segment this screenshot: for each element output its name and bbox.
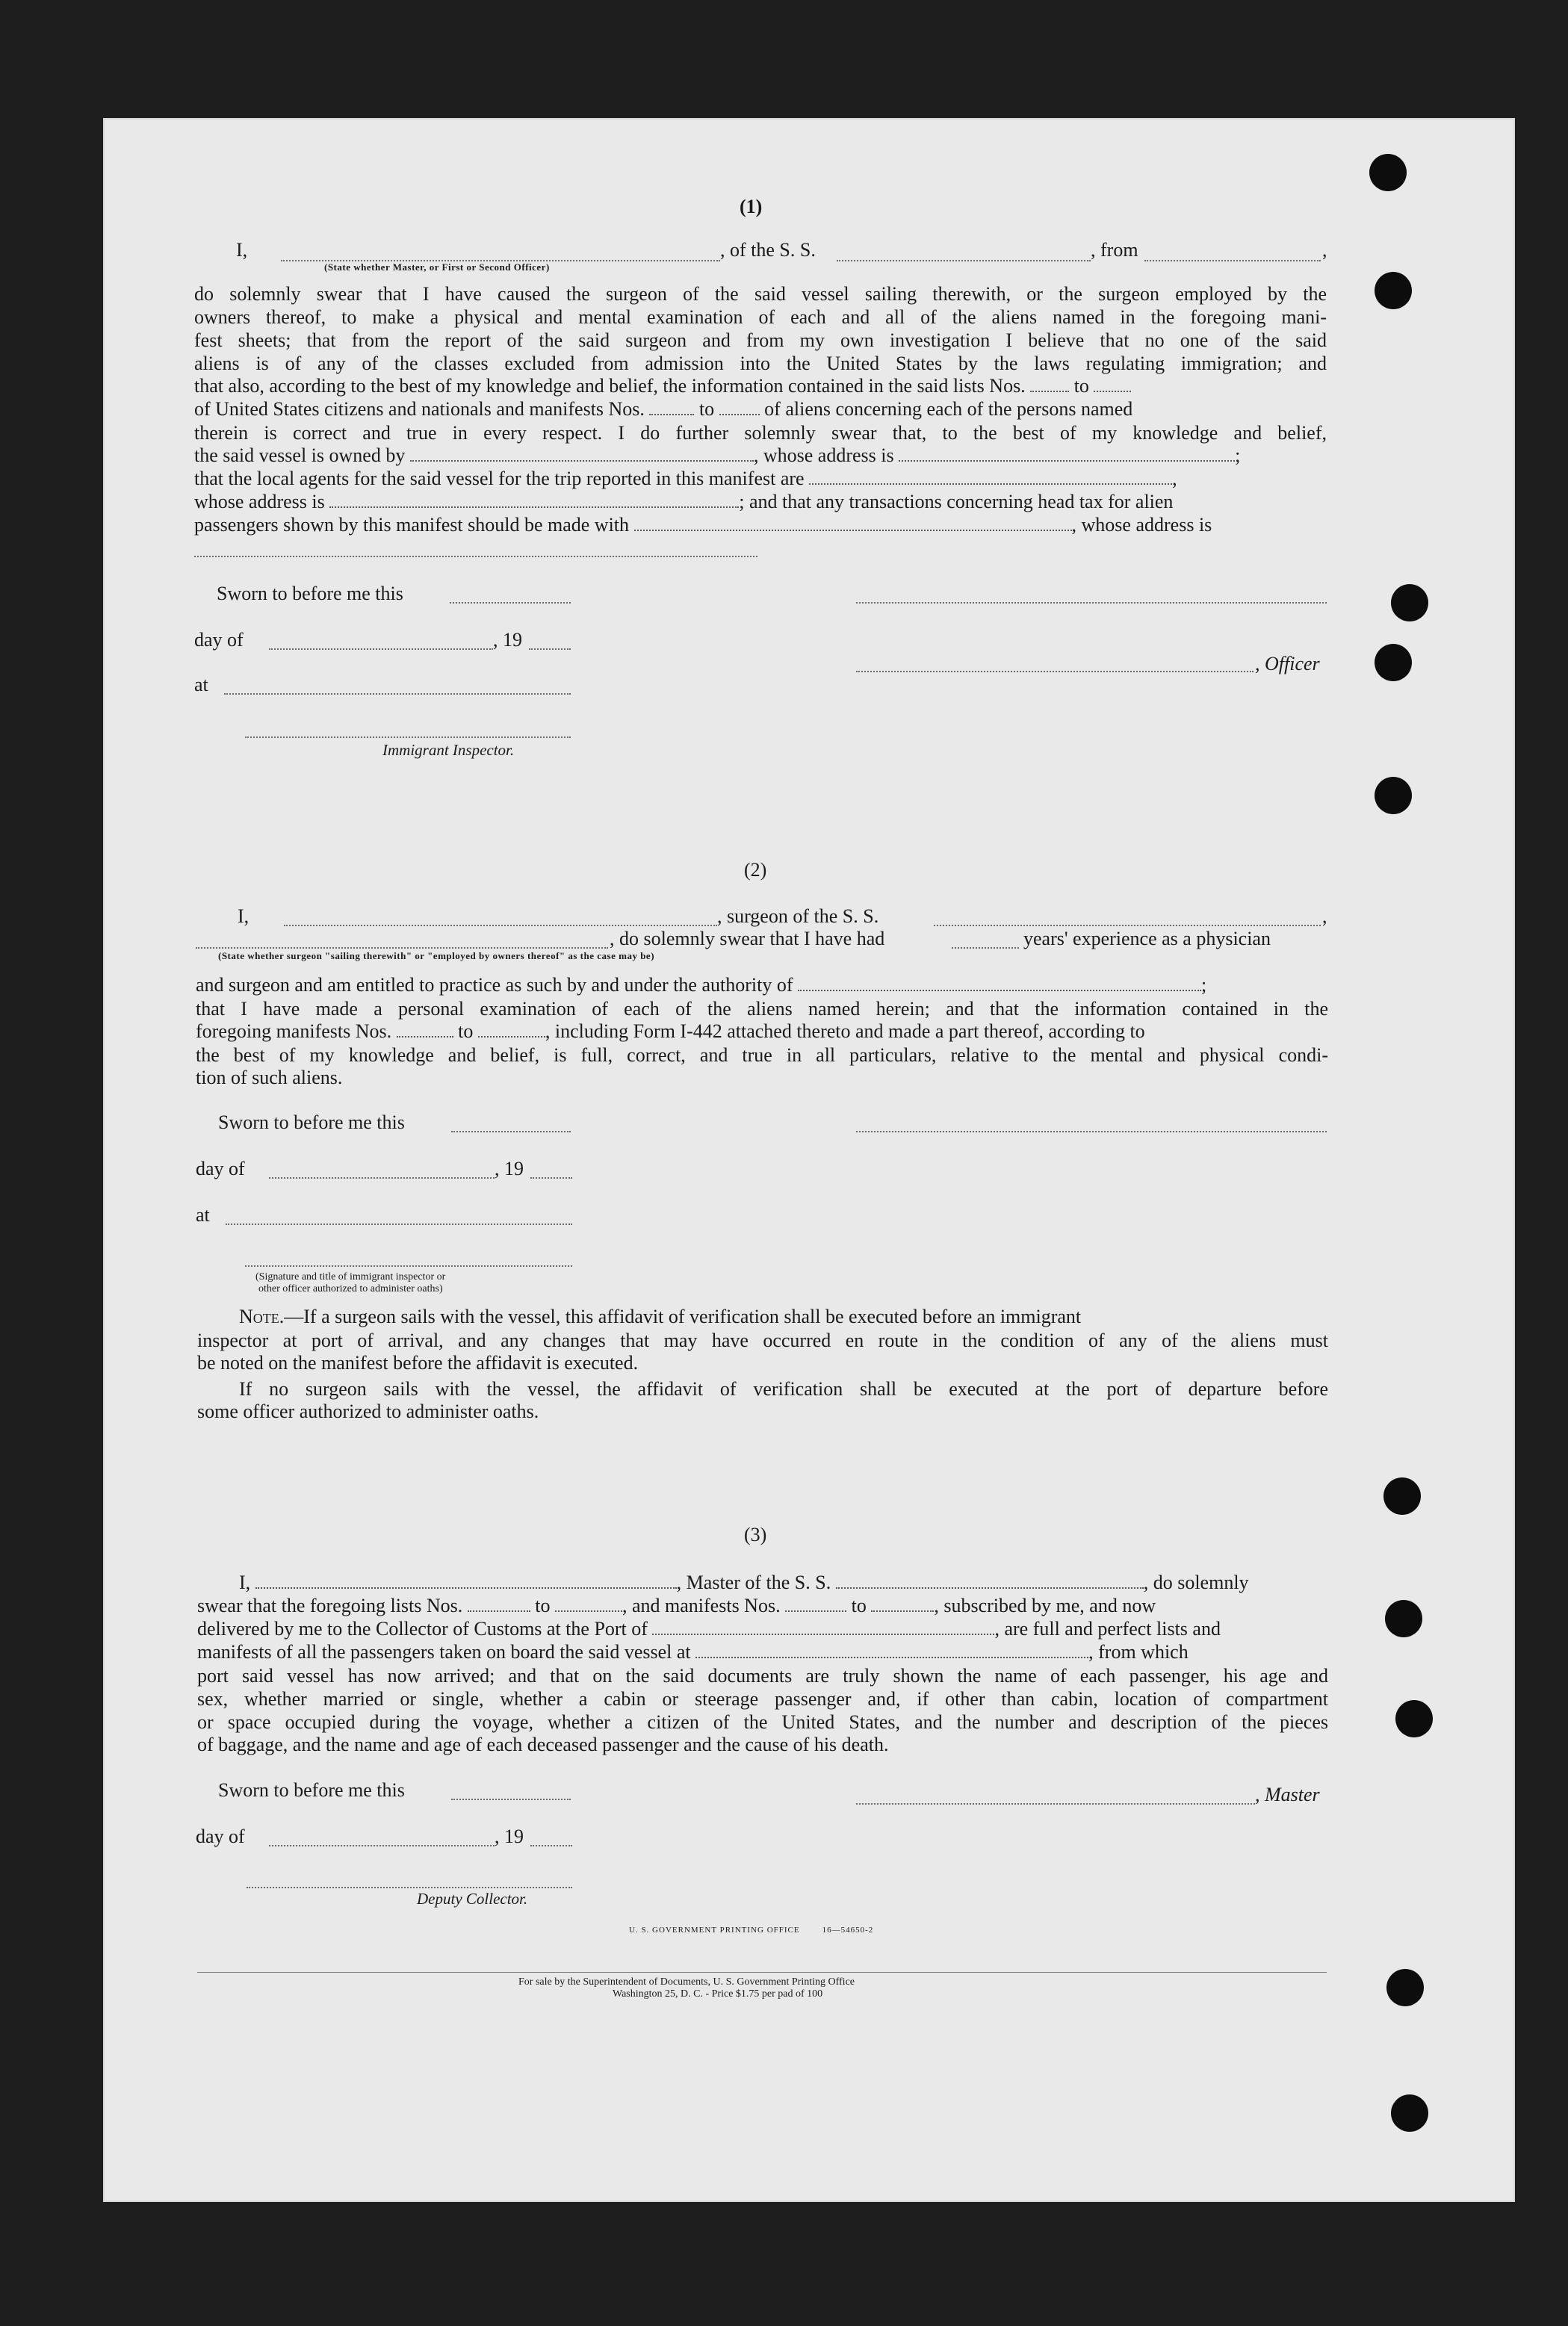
s1-caption: (State whether Master, or First or Second Officer) — [324, 261, 550, 273]
s2-note-2 — [239, 1377, 1328, 1401]
punch-hole — [1386, 1969, 1424, 2006]
s3-master-name-field[interactable] — [255, 1587, 677, 1589]
s2-sig-caption-2: other officer authorized to administer oaths) — [258, 1283, 443, 1294]
s1-head-tax-line — [194, 514, 1212, 536]
paragraph-line: therein is correct and true in every respect. I do further solemnly swear that, to the best of my knowledge and belief, — [194, 422, 1327, 444]
paragraph-line: the best of my knowledge and belief, is full, correct, and true in all particulars, relative to the mental and physical condi- — [196, 1044, 1328, 1066]
paragraph-line: sex, whether married or single, whether a cabin or steerage passenger and, if other than cabin, location of compartment — [197, 1688, 1328, 1710]
s2-paragraph-end — [196, 1043, 1328, 1067]
to-label: to — [458, 1020, 474, 1042]
s2-sworn-label: Sworn to before me this — [218, 1111, 405, 1133]
s1-agent-address-line — [194, 491, 1173, 513]
s3-year-label: , 19 — [495, 1826, 524, 1847]
s3-collector-label: Deputy Collector. — [417, 1890, 528, 1908]
owner-address-field[interactable] — [899, 459, 1235, 462]
punch-hole — [1391, 584, 1428, 621]
whose-address-is-text: , whose address is — [1071, 514, 1212, 536]
semicolon: ; — [1201, 974, 1207, 996]
s1-from-label: , from — [1091, 239, 1138, 261]
paragraph-line: tion of such aliens. — [196, 1067, 343, 1088]
paragraph-line: foregoing manifests Nos. — [196, 1020, 392, 1042]
to-label: to — [698, 398, 715, 420]
s2-year-field[interactable] — [530, 1177, 572, 1179]
paragraph-line: port said vessel has now arrived; and that on the said documents are truly shown the name of each passenger, his age and — [197, 1665, 1328, 1687]
to-label: to — [851, 1595, 867, 1616]
paragraph-line: or space occupied during the voyage, whether a citizen of the United States, and the number and description of the pieces — [197, 1711, 1328, 1733]
s1-year-label: , 19 — [493, 629, 522, 651]
s2-place-field[interactable] — [226, 1224, 572, 1225]
s2-manifests-from-field[interactable] — [397, 1035, 453, 1038]
s3-line-2 — [197, 1595, 1156, 1617]
s2-surgeon-type-field[interactable] — [196, 947, 608, 949]
section-1-number: (1) — [740, 196, 763, 217]
s1-agents-line — [194, 468, 1177, 490]
punch-hole — [1369, 154, 1407, 191]
s1-at-label: at — [194, 674, 208, 695]
punch-hole — [1375, 272, 1412, 309]
s3-lists-from-field[interactable] — [468, 1610, 530, 1612]
s2-surgeon-of-label: , surgeon of the S. S. — [717, 905, 879, 927]
manifests-from-field[interactable] — [649, 413, 694, 415]
punch-hole — [1383, 1477, 1421, 1515]
s2-paragraph — [196, 997, 1328, 1020]
paragraph-line: of baggage, and the name and age of each deceased passenger and the cause of his death. — [197, 1734, 889, 1755]
s1-inspector-signature-field[interactable] — [245, 736, 571, 738]
vessel-name-field[interactable] — [837, 260, 1091, 261]
owner-field[interactable] — [410, 459, 754, 462]
note-line: —If a surgeon sails with the vessel, this affidavit of verification shall be executed before an immigrant — [284, 1306, 1082, 1327]
to-label: to — [1073, 375, 1089, 397]
lists-from-field[interactable] — [1030, 390, 1069, 392]
s3-master-signature-field[interactable] — [856, 1803, 1255, 1805]
s2-caption: (State whether surgeon "sailing therewith" or "employed by owners thereof" as the case may be) — [218, 950, 655, 961]
paragraph-line: passengers shown by this manifest should be made with — [194, 514, 630, 536]
s3-month-field[interactable] — [269, 1845, 495, 1846]
s1-day-of-label: day of — [194, 629, 244, 651]
s3-lists-to-field[interactable] — [555, 1610, 622, 1612]
paragraph-line: , are full and perfect lists and — [994, 1618, 1221, 1640]
note-line: inspector at port of arrival, and any changes that may have occurred en route in the condition of any of the aliens must — [197, 1330, 1328, 1351]
punch-hole — [1375, 777, 1412, 814]
gpo-imprint: U. S. GOVERNMENT PRINTING OFFICE 16—54650-2 — [629, 1926, 874, 1935]
punch-hole — [1395, 1700, 1433, 1737]
agent-address-field[interactable] — [329, 506, 739, 508]
s3-vessel-field[interactable] — [836, 1587, 1144, 1589]
s2-vessel-field[interactable] — [934, 925, 1321, 926]
s1-inspector-label: Immigrant Inspector. — [382, 741, 515, 759]
head-tax-address-field[interactable] — [194, 556, 757, 557]
comma: , — [1172, 468, 1177, 489]
punch-hole — [1375, 644, 1412, 681]
note-line: If no surgeon sails with the vessel, the affidavit of verification shall be executed at the port of departure before — [239, 1378, 1328, 1400]
paragraph-line: that the local agents for the said vessel for the trip reported in this manifest are — [194, 468, 805, 489]
s1-i-label: I, — [236, 239, 248, 261]
s3-departure-port-field[interactable] — [695, 1656, 1088, 1658]
local-agents-field[interactable] — [809, 483, 1172, 485]
paragraph-line: delivered by me to the Collector of Customs at the Port of — [197, 1618, 648, 1640]
s1-end-comma: , — [1322, 239, 1327, 261]
s2-inspector-signature-field[interactable] — [245, 1265, 572, 1267]
s3-line-4 — [197, 1641, 1189, 1663]
s2-day-of-label: day of — [196, 1158, 245, 1179]
head-tax-text: ; and that any transactions concerning head tax for alien — [739, 491, 1174, 512]
paragraph-line: owners thereof, to make a physical and mental examination of each and all of the aliens named in the foregoing mani- — [194, 306, 1327, 328]
paragraph-line: the said vessel is owned by — [194, 444, 406, 466]
s2-surgeon-signature-field[interactable] — [856, 1131, 1327, 1132]
paragraph-line: swear that the foregoing lists Nos. — [197, 1595, 463, 1616]
s3-sworn-label: Sworn to before me this — [218, 1779, 405, 1801]
s1-sworn-label: Sworn to before me this — [217, 583, 403, 604]
s3-master-label: , Master — [1255, 1784, 1320, 1805]
s3-day-of-label: day of — [196, 1826, 245, 1847]
s3-i-label: I, — [239, 1572, 251, 1593]
punch-hole — [1385, 1600, 1422, 1637]
s1-year-field[interactable] — [529, 648, 571, 650]
s1-master-signature-field[interactable] — [856, 602, 1327, 604]
s3-manifests-to-field[interactable] — [871, 1610, 934, 1612]
paragraph-line: that also, according to the best of my knowledge and belief, the information contained in the said lists Nos. — [194, 375, 1026, 397]
s2-authority-field[interactable] — [798, 989, 1201, 991]
note-label: Note. — [239, 1306, 285, 1327]
s2-i-label: I, — [238, 905, 250, 927]
s2-manifests-line — [196, 1020, 1145, 1043]
s2-years-label: years' experience as a physician — [1023, 928, 1271, 949]
head-tax-agent-field[interactable] — [634, 529, 1072, 531]
note-line: be noted on the manifest before the affidavit is executed. — [197, 1352, 639, 1374]
lists-to-field[interactable] — [1094, 390, 1131, 392]
s3-line-3 — [197, 1618, 1221, 1640]
paragraph-line: do solemnly swear that I have caused the surgeon of the said vessel sailing therewith, or the surgeon employed by the — [194, 283, 1327, 305]
s2-year-label: , 19 — [495, 1158, 524, 1179]
paragraph-line: of United States citizens and nationals and manifests Nos. — [194, 398, 645, 420]
s3-master-of-label: , Master of the S. S. — [676, 1572, 831, 1593]
s3-solemnly-label: , do solemnly — [1143, 1572, 1249, 1593]
s2-surgeon-name-field[interactable] — [284, 925, 717, 926]
sale-line-2: Washington 25, D. C. - Price $1.75 per pad of 100 — [613, 1988, 823, 2000]
s1-owner-line — [194, 444, 1240, 467]
paragraph-line: and surgeon and am entitled to practice as such by and under the authority of — [196, 974, 793, 996]
s3-sworn-date-field[interactable] — [451, 1799, 571, 1800]
paragraph-line: that I have made a personal examination of each of the aliens named herein; and that the information contained in the — [196, 998, 1328, 1020]
s1-officer-signature-field[interactable] — [856, 671, 1254, 672]
paragraph-line: , subscribed by me, and now — [934, 1595, 1156, 1616]
manifests-to-field[interactable] — [719, 413, 760, 415]
to-label: to — [535, 1595, 551, 1616]
paragraph-line: fest sheets; that from the report of the said surgeon and from my own investigation I believe that no one of the said — [194, 329, 1327, 351]
s2-at-label: at — [196, 1204, 210, 1226]
s1-of-ss-label: , of the S. S. — [720, 239, 816, 261]
s1-month-field[interactable] — [269, 648, 493, 650]
s3-paragraph — [197, 1664, 1328, 1734]
s2-month-field[interactable] — [269, 1177, 495, 1179]
s2-note — [197, 1329, 1328, 1352]
footer-divider — [197, 1972, 1327, 1973]
paragraph-line: , from which — [1088, 1641, 1189, 1663]
s3-line-1 — [239, 1572, 1249, 1594]
s2-sig-caption-1: (Signature and title of immigrant inspector or — [255, 1271, 446, 1283]
s2-years-field[interactable] — [952, 947, 1019, 949]
s3-collector-signature-field[interactable] — [247, 1887, 572, 1888]
s3-year-field[interactable] — [530, 1845, 572, 1846]
from-port-field[interactable] — [1144, 260, 1321, 261]
s1-officer-label: , Officer — [1255, 653, 1320, 674]
s3-manifests-from-field[interactable] — [785, 1610, 846, 1612]
semicolon: ; — [1235, 444, 1241, 466]
s1-place-field[interactable] — [224, 693, 571, 695]
s3-port-field[interactable] — [652, 1633, 994, 1635]
s2-manifests-to-field[interactable] — [478, 1035, 545, 1038]
paragraph-line: aliens is of any of the classes excluded from admission into the United States by the laws regulating immigration; and — [194, 353, 1327, 374]
paragraph-line: manifests of all the passengers taken on board the said vessel at — [197, 1641, 691, 1663]
s1-lists-line — [194, 375, 1131, 397]
s2-end-comma: , — [1322, 905, 1327, 927]
sale-line-1: For sale by the Superintendent of Documents, U. S. Government Printing Office — [518, 1976, 855, 1988]
s2-sworn-date-field[interactable] — [451, 1131, 571, 1132]
punch-hole — [1391, 2094, 1428, 2132]
paragraph-line: , and manifests Nos. — [622, 1595, 781, 1616]
paragraph-line: , including Form I-442 attached thereto and made a part thereof, according to — [545, 1020, 1145, 1042]
s2-authority-line — [196, 974, 1206, 996]
section-3-number: (3) — [744, 1524, 767, 1545]
whose-address-label: , whose address is — [753, 444, 894, 466]
s1-paragraph — [194, 282, 1327, 375]
s2-note-first-line — [239, 1306, 1328, 1328]
note-line: some officer authorized to administer oaths. — [197, 1401, 539, 1422]
s2-swear-label: , do solemnly swear that I have had — [610, 928, 885, 949]
section-2-number: (2) — [744, 859, 767, 881]
s1-paragraph-cont — [194, 421, 1327, 444]
s1-sworn-date-field[interactable] — [450, 602, 571, 604]
of-aliens-text: of aliens concerning each of the persons named — [764, 398, 1133, 420]
paragraph-line: whose address is — [194, 491, 325, 512]
s1-manifests-line — [194, 398, 1132, 421]
